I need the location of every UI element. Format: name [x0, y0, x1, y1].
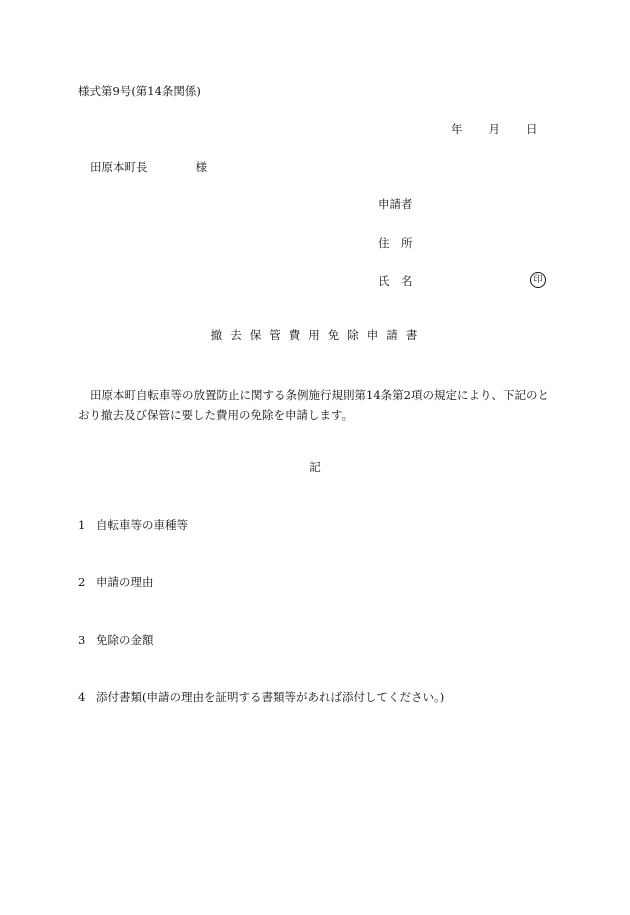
- document-title: 撤去保管費用免除申請書: [210, 328, 426, 342]
- item-number: 1: [78, 518, 86, 532]
- list-item: [78, 520, 188, 532]
- item-text: 免除の金額: [96, 633, 154, 647]
- date-line: [451, 124, 538, 136]
- name-label: 氏 名: [378, 274, 413, 288]
- addressee: [90, 162, 207, 174]
- date-year: 年: [451, 122, 463, 136]
- item-text: 自転車等の車種等: [96, 518, 188, 532]
- addressee-name: 田原本町長: [90, 160, 148, 174]
- record-mark: 記: [309, 460, 321, 474]
- seal-mark-icon: 印: [530, 272, 546, 288]
- item-number: 3: [78, 633, 86, 647]
- item-text: 申請の理由: [96, 575, 154, 589]
- address-label: 住 所: [378, 236, 413, 250]
- list-item: [78, 635, 154, 647]
- applicant-label: 申請者: [378, 197, 413, 211]
- list-item: [78, 692, 444, 704]
- form-number: 様式第9号(第14条関係): [78, 84, 201, 98]
- date-month: 月: [488, 122, 500, 136]
- addressee-honorific: 様: [195, 160, 207, 174]
- date-day: 日: [526, 122, 538, 136]
- body-text: 田原本町自転車等の放置防止に関する条例施行規則第14条第2項の規定により、下記のとおり撤去及び保管に要した費用の免除を申請します。: [78, 388, 549, 422]
- item-number: 2: [78, 575, 86, 589]
- list-item: [78, 577, 154, 589]
- item-number: 4: [78, 690, 86, 704]
- item-text: 添付書類(申請の理由を証明する書類等があれば添付してください。): [96, 690, 445, 704]
